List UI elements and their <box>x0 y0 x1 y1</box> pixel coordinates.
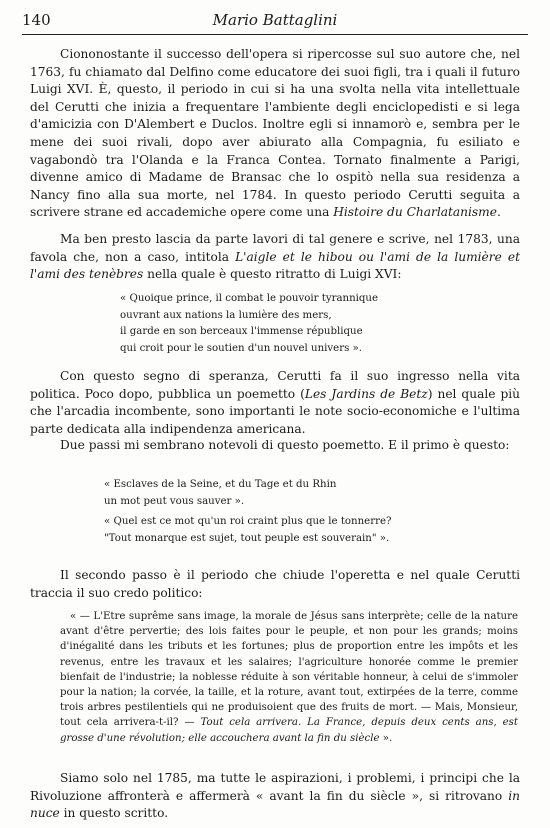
paragraph-1-title: Histoire du Charlatanisme <box>333 205 497 220</box>
paragraph-1-end: . <box>496 205 501 220</box>
paragraph-3 <box>30 368 520 438</box>
paragraph-4: Due passi mi sembrano notevoli di questo poemetto. E il primo è questo: <box>60 438 510 452</box>
quote-prose <box>60 609 518 746</box>
paragraph-6 <box>30 770 520 823</box>
paragraph-5: Il secondo passo è il periodo che chiude l'operetta e nel quale Cerutti traccia il suo credo politico: <box>30 568 520 600</box>
quote-prose-italic: Tout cela arrivera. La France, depuis deux cents ans, est grosse d'une révolution; elle accouchera avant la fin du siècle <box>60 717 518 744</box>
paragraph-2-end: nella quale è questo ritratto di Luigi XVI: <box>143 267 402 282</box>
paragraph-6-italic: in nuce <box>30 788 520 821</box>
quote-verse-2 <box>104 477 336 510</box>
paragraph-3-end: ) nel quale più che l'arcadia incombente, sono importanti le note socio-economiche e l'ultima parte dedicata alla indipendenza americana. <box>30 386 520 436</box>
paragraph-3-title: Les Jardins de Betz <box>304 386 428 401</box>
quote-verse-3 <box>104 514 391 547</box>
paragraph-6-end: in questo scritto. <box>59 806 169 821</box>
quote-prose-end: ». <box>379 732 393 744</box>
quote-line: un mot peut vous sauver ». <box>104 495 245 507</box>
page-number: 140 <box>22 11 51 29</box>
quote-line: il garde en son berceaux l'immense république <box>120 326 363 337</box>
running-header <box>22 10 528 35</box>
paragraph-1-text: Ciononostante il successo dell'opera si ripercosse sul suo autore che, nel 1763, fu chiamato dal Delfino come educatore dei suoi figli, tra i quali il futuro Luigi XVI. È, questo, il periodo in cui si ha una svolta nella vita intellettuale del Cerutti che inizia a frequentare l'ambiente degli enciclopedisti e si lega d'amicizia con D'Alembert e Duclos. Inoltre egli si innamorò e, sembra per le mene dei suoi rivali, dopo aver abiurato alla Compagnia, fu esiliato e vagabondò tra l'Olanda e la Franca Contea. Tornato finalmente a Parigi, divenne amico di Madame de Bransac che lo ospitò nella sua residenza a Nancy fino alla sua morte, nel 1784. In questo periodo Cerutti seguita a scrivere strane ed accademiche opere come una <box>30 47 520 220</box>
paragraph-2 <box>30 231 520 284</box>
quote-line: "Tout monarque est sujet, tout peuple est souverain" ». <box>104 532 390 544</box>
quote-line: qui croit pour le soutien d'un nouvel univers ». <box>120 342 363 354</box>
quote-line: « Esclaves de la Seine, et du Tage et du Rhin <box>104 479 337 490</box>
running-head-author: Mario Battaglini <box>212 11 338 29</box>
quote-line: « Quoique prince, il combat le pouvoir tyrannique <box>120 293 379 304</box>
paragraph-3-text: Con questo segno di speranza, Cerutti fa il suo ingresso nella vita politica. Poco dopo, pubblica un poemetto ( <box>30 369 520 401</box>
paragraph-2-text: Ma ben presto lascia da parte lavori di tal genere e scrive, nel 1783, una favola che, non a caso, intitola <box>30 232 520 264</box>
quote-line: « Quel est ce mot qu'un roi craint plus que le tonnerre? <box>104 516 392 527</box>
paragraph-2-title: L'aigle et le hibou ou l'ami de la lumière et l'ami des tenèbres <box>30 249 520 282</box>
quote-line: ouvrant aux nations la lumière des mers, <box>120 309 332 321</box>
paragraph-1 <box>30 46 520 222</box>
quote-verse-1 <box>120 291 378 357</box>
quote-prose-text: « — L'Etre suprême sans image, la morale de Jésus sans interprète; celle de la nature avant d'être pervertie; des lois faites pour le peuple, et non pour les grands; moins d'inégalité dans les tributs et les fortunes; plus de proportion entre les impôts et les revenus, entre les travaux et les salaires; l'agriculture honorée comme le premier bienfait de l'industrie; la noblesse réduite à son véritable honneur, à celui de s'immoler pour la nation; la corvée, la taille, et la roture, avant tout, extirpées de la terre, comme trois arbres pestilentiels qui ne produisoient que des fruits de mort. — Mais, Monsieur, tout cela arrivera-t-il? — <box>60 611 518 729</box>
paragraph-6-text: Siamo solo nel 1785, ma tutte le aspirazioni, i problemi, i principi che la Rivoluzione affronterà e affermerà « avant la fin du siècle », si ritrovano <box>30 771 520 803</box>
